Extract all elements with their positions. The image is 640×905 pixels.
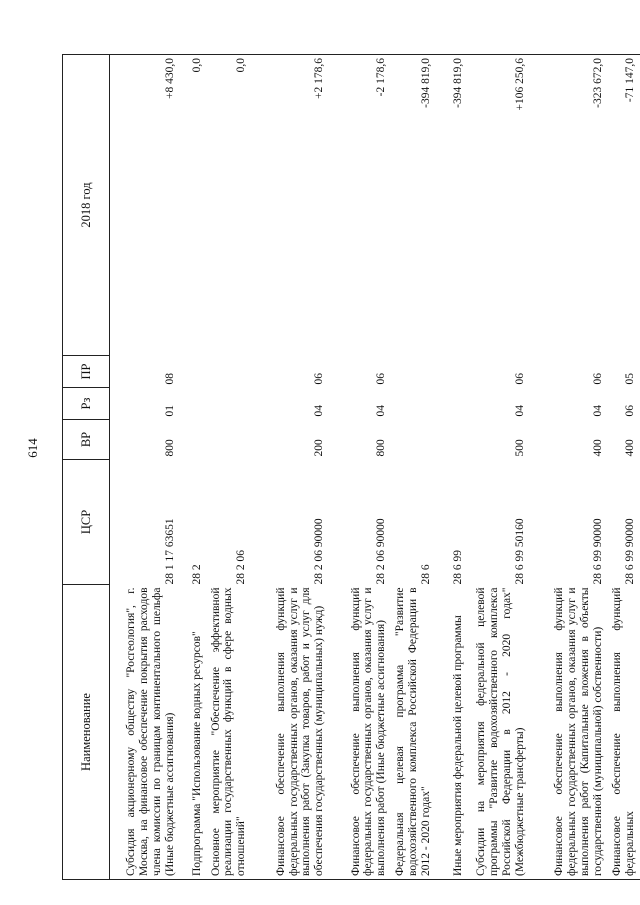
- row-vr: [391, 420, 436, 460]
- row-rz: 06: [623, 405, 636, 417]
- row-amount: -71 147,0: [608, 55, 640, 356]
- table-row: [530, 55, 608, 880]
- table-row: [207, 55, 252, 880]
- row-rz: [207, 388, 252, 420]
- row-name: Финансовое обеспечение выполнения функций федеральных государственных органов, оказания услуг и выполнения работ (Капитальные вложения в объекты государственной (муниципальной) собственности): [530, 585, 608, 880]
- row-csr: 28 6 99: [451, 550, 464, 585]
- row-amount: -2 178,6: [329, 55, 391, 356]
- row-amount: 0,0: [180, 55, 207, 356]
- row-vr: [180, 420, 207, 460]
- row-name: Иные мероприятия федеральной целевой программы: [436, 585, 468, 880]
- table-row: [329, 55, 391, 880]
- row-csr: 28 2 06 90000: [313, 518, 326, 585]
- row-rz: 04: [375, 405, 388, 417]
- row-csr: 28 6 99 50160: [513, 518, 526, 585]
- row-rz: 01: [163, 405, 176, 417]
- row-csr: 28 1 17 63651: [163, 518, 176, 585]
- row-vr: 400: [623, 439, 636, 457]
- row-amount: 0,0: [207, 55, 252, 356]
- row-pr: 06: [591, 373, 604, 385]
- row-vr: 500: [513, 439, 526, 457]
- row-name: Основное мероприятие "Обеспечение эффективной реализации государственных функций в сфере водных отношений": [207, 585, 252, 880]
- row-csr: 28 6 99 90000: [591, 518, 604, 585]
- row-pr: 06: [513, 373, 526, 385]
- row-rz: [180, 388, 207, 420]
- header-name: Наименование: [63, 585, 110, 880]
- page-number: 614: [25, 438, 40, 458]
- row-pr: 06: [313, 373, 326, 385]
- row-amount: +106 250,6: [468, 55, 530, 356]
- row-name: Финансовое обеспечение выполнения функций федеральных государственных органов, оказания услуг и выполнения работ (Закупка товаров, работ и услуг для обеспечения государственных (муниципальных) нужд): [251, 585, 329, 880]
- row-pr: [436, 356, 468, 388]
- table-row: [608, 55, 640, 880]
- header-rz: Рз: [63, 388, 110, 420]
- table-row: [180, 55, 207, 880]
- row-amount: -323 672,0: [530, 55, 608, 356]
- row-amount: +8 430,0: [110, 55, 180, 356]
- rotated-table-container: [62, 55, 636, 880]
- row-pr: 06: [375, 373, 388, 385]
- row-rz: 04: [513, 405, 526, 417]
- table-row: [391, 55, 436, 880]
- row-csr: 28 6 99 90000: [623, 518, 636, 585]
- row-amount: +2 178,6: [251, 55, 329, 356]
- table-header-row: [63, 55, 110, 880]
- row-name: Федеральная целевая программа "Развитие водохозяйственного комплекса Российской Федерации в 2012 - 2020 годах": [391, 585, 436, 880]
- header-amount: 2018 год: [63, 55, 110, 356]
- row-rz: 04: [591, 405, 604, 417]
- row-rz: [436, 388, 468, 420]
- row-vr: 800: [375, 439, 388, 457]
- row-csr: 28 2: [190, 564, 203, 585]
- row-name: Финансовое обеспечение выполнения функций федеральных: [608, 585, 640, 880]
- table-row: [110, 55, 180, 880]
- row-pr: [180, 356, 207, 388]
- row-pr: [391, 356, 436, 388]
- row-name: Субсидии на мероприятия федеральной целевой программы "Развитие водохозяйственного комплекса Российской Федерации в 2012 - 2020 годах" (Межбюджетные трансферты): [468, 585, 530, 880]
- row-amount: -394 819,0: [436, 55, 468, 356]
- row-csr: 28 2 06 90000: [375, 518, 388, 585]
- header-vr: ВР: [63, 420, 110, 460]
- row-pr: [207, 356, 252, 388]
- row-name: Подпрограмма "Использование водных ресурсов": [180, 585, 207, 880]
- table-row: [468, 55, 530, 880]
- row-vr: 800: [163, 439, 176, 457]
- row-name: Субсидия акционерному обществу "Росгеология", г. Москва, на финансовое обеспечение покрытия расходов члена комиссии по границам континентального шельфа (Иные бюджетные ассигнования): [110, 585, 180, 880]
- budget-table: [62, 54, 640, 880]
- row-pr: 05: [623, 373, 636, 385]
- header-pr: ПР: [63, 356, 110, 388]
- row-vr: 400: [591, 439, 604, 457]
- row-vr: [436, 420, 468, 460]
- row-csr: 28 6: [419, 564, 432, 585]
- row-rz: 04: [313, 405, 326, 417]
- row-rz: [391, 388, 436, 420]
- row-amount: -394 819,0: [391, 55, 436, 356]
- row-vr: [207, 420, 252, 460]
- row-vr: 200: [313, 439, 326, 457]
- row-name: Финансовое обеспечение выполнения функций федеральных государственных органов, оказания услуг и выполнения работ (Иные бюджетные ассигнования): [329, 585, 391, 880]
- table-row: [436, 55, 468, 880]
- row-csr: 28 2 06: [235, 550, 248, 585]
- header-csr: ЦСР: [63, 460, 110, 585]
- row-pr: 08: [163, 373, 176, 385]
- table-row: [251, 55, 329, 880]
